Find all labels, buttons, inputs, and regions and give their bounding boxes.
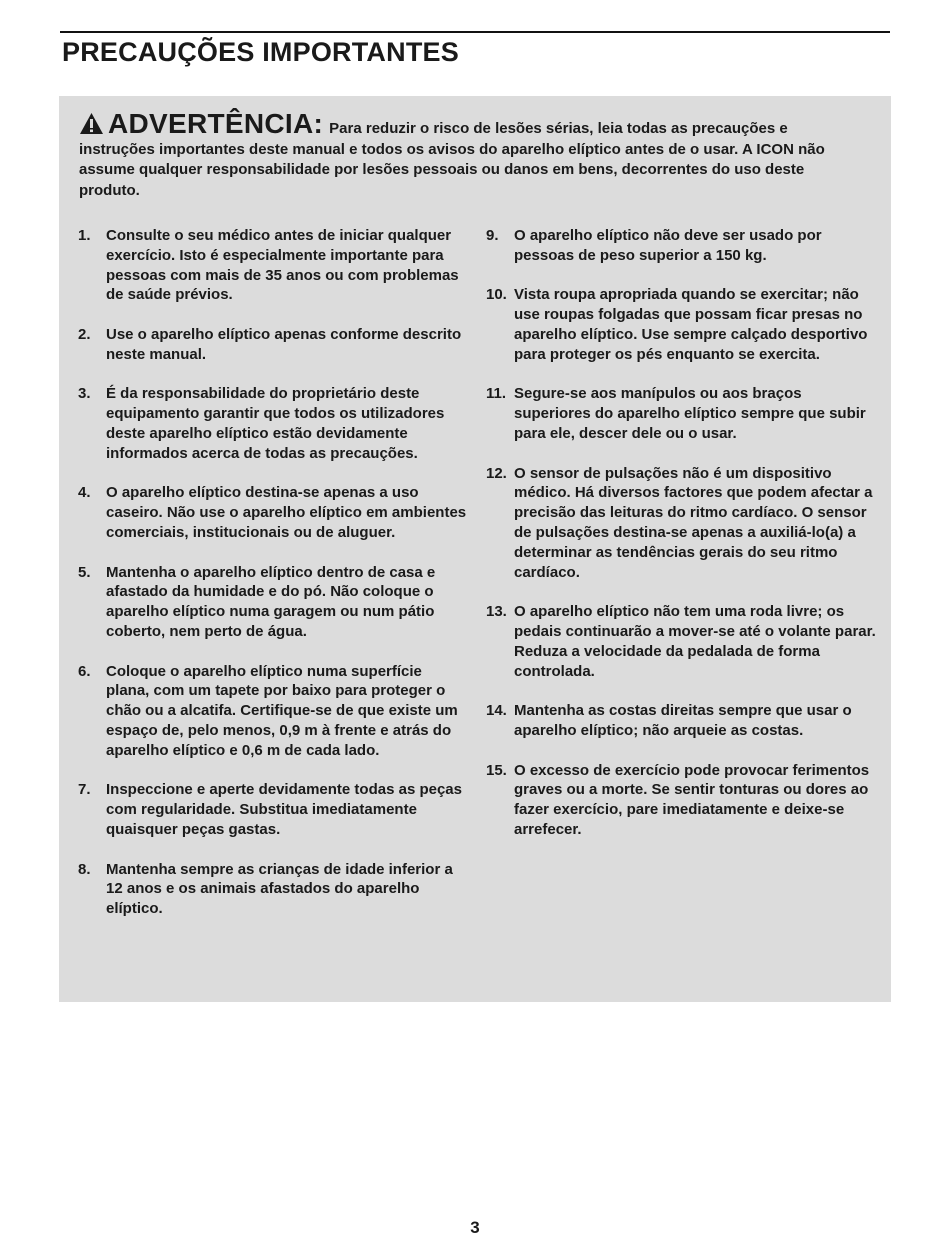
item-number: 13. xyxy=(486,603,507,621)
top-rule xyxy=(60,31,890,33)
item-text: Inspeccione e aperte devidamente todas as peças com regularidade. Substitua imediatamente quaisquer peças gastas. xyxy=(106,781,462,838)
item-text: Consulte o seu médico antes de iniciar qualquer exercício. Isto é especialmente importante para pessoas com mais de 35 anos ou com problemas de saúde prévios. xyxy=(106,227,459,304)
list-item xyxy=(78,483,468,542)
page-title: PRECAUÇÕES IMPORTANTES xyxy=(62,37,459,67)
precautions-right-column xyxy=(486,226,878,860)
warning-panel xyxy=(59,96,891,1002)
item-number: 10. xyxy=(486,286,507,304)
warning-text: Para reduzir o risco de lesões sérias, leia todas as precauções e instruções importantes deste manual e todos os avisos do aparelho elíptico antes de o usar. A ICON não assume qualquer responsabilidade por lesões pessoais ou danos em bens, decorrentes do uso deste produto. xyxy=(79,120,825,199)
list-item xyxy=(486,285,878,364)
item-text: O aparelho elíptico não deve ser usado por pessoas de peso superior a 150 kg. xyxy=(514,227,822,264)
list-item xyxy=(486,701,878,741)
list-item xyxy=(486,761,878,840)
list-item xyxy=(78,325,468,365)
item-number: 7. xyxy=(78,781,91,799)
list-item xyxy=(486,464,878,583)
item-text: O excesso de exercício pode provocar ferimentos graves ou a morte. Se sentir tonturas ou dores ao fazer exercício, pare imediatamente e deixe-se arrefecer. xyxy=(514,761,870,838)
list-item xyxy=(78,662,468,761)
list-item xyxy=(486,226,878,266)
warning-block xyxy=(79,108,859,201)
item-text: Use o aparelho elíptico apenas conforme descrito neste manual. xyxy=(106,325,462,363)
item-text: Segure-se aos manípulos ou aos braços superiores do aparelho elíptico sempre que subir para ele, descer dele ou o usar. xyxy=(514,385,866,442)
list-item xyxy=(486,384,878,443)
item-text: Mantenha sempre as crianças de idade inferior a 12 anos e os animais afastados do aparelho elíptico. xyxy=(106,860,453,918)
item-text: Vista roupa apropriada quando se exercitar; não use roupas folgadas que possam ficar presas no aparelho elíptico. Use sempre calçado desportivo para proteger os pés enquanto se exercita. xyxy=(514,286,868,363)
warning-triangle-icon xyxy=(79,112,104,135)
warning-heading: ADVERTÊNCIA: xyxy=(108,108,324,139)
item-text: Coloque o aparelho elíptico numa superfície plana, com um tapete por baixo para proteger o chão ou a alcatifa. Certifique-se de que existe um espaço de, pelo menos, 0,9 m à frente e atrás do aparelho elíptico e 0,6 m de cada lado. xyxy=(106,662,458,759)
list-item xyxy=(78,384,468,463)
list-item xyxy=(486,602,878,681)
item-text: É da responsabilidade do proprietário deste equipamento garantir que todos os utilizadores deste aparelho elíptico estão devidamente informados acerca de todas as precauções. xyxy=(106,385,445,462)
list-item xyxy=(78,860,468,919)
item-text: Mantenha as costas direitas sempre que usar o aparelho elíptico; não arqueie as costas. xyxy=(514,702,852,739)
item-number: 12. xyxy=(486,464,507,482)
item-number: 11. xyxy=(486,385,507,403)
list-item xyxy=(78,226,468,305)
item-number: 4. xyxy=(78,484,91,502)
precautions-left-column xyxy=(78,226,468,939)
item-number: 2. xyxy=(78,325,91,343)
item-text: O aparelho elíptico não tem uma roda livre; os pedais continuarão a mover-se até o volante parar. Reduza a velocidade da pedalada de forma controlada. xyxy=(514,603,876,680)
list-item xyxy=(78,563,468,642)
item-number: 15. xyxy=(486,761,507,779)
item-number: 14. xyxy=(486,702,507,720)
item-number: 9. xyxy=(486,227,499,244)
page-number: 3 xyxy=(470,1218,480,1237)
item-number: 8. xyxy=(78,860,91,878)
item-text: O sensor de pulsações não é um dispositivo médico. Há diversos factores que podem afectar a precisão das leituras do ritmo cardíaco. O sensor de pulsações destina-se apenas a auxiliá-lo(a) a determinar as tendências gerais do seu ritmo cardíaco. xyxy=(514,464,873,581)
item-text: Mantenha o aparelho elíptico dentro de casa e afastado da humidade e do pó. Não coloque o aparelho elíptico numa garagem ou num pátio coberto, nem perto de água. xyxy=(106,563,436,640)
item-text: O aparelho elíptico destina-se apenas a uso caseiro. Não use o aparelho elíptico em ambientes comerciais, institucionais ou de aluguer. xyxy=(106,484,467,541)
item-number: 6. xyxy=(78,662,91,680)
item-number: 1. xyxy=(78,227,91,244)
item-number: 5. xyxy=(78,563,91,581)
list-item xyxy=(78,780,468,839)
item-number: 3. xyxy=(78,385,91,403)
